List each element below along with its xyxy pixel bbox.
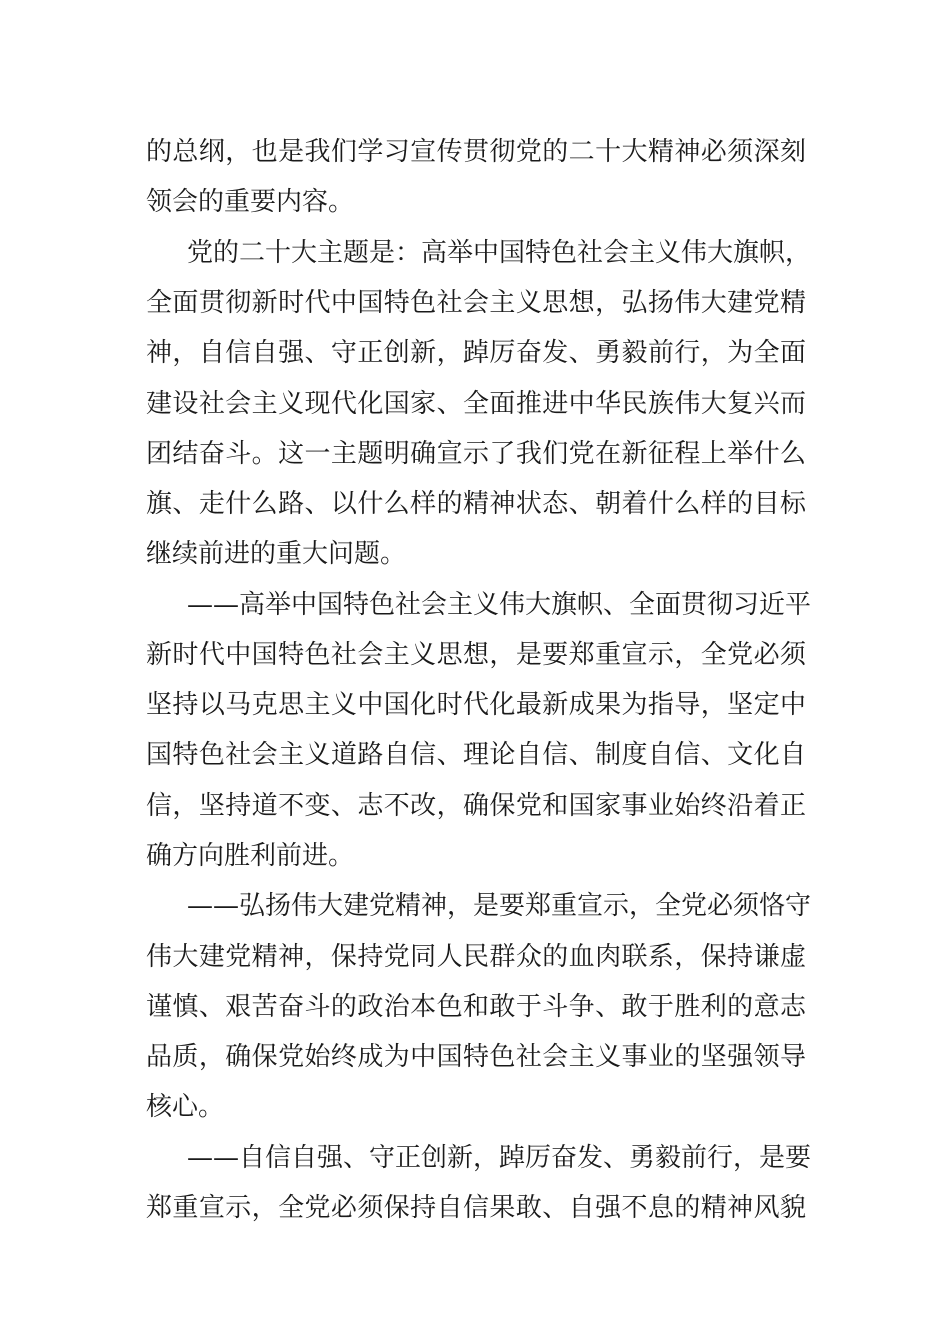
text-line bbox=[0, 380, 950, 428]
text-line-content: 品质，确保党始终成为中国特色社会主义事业的坚强领导 bbox=[146, 1042, 806, 1072]
text-line-content: 建设社会主义现代化国家、全面推进中华民族伟大复兴而 bbox=[146, 389, 806, 419]
text-line bbox=[0, 128, 950, 176]
text-line-content: 团结奋斗。这一主题明确宣示了我们党在新征程上举什么 bbox=[146, 439, 806, 469]
text-line bbox=[0, 329, 950, 377]
text-line-content: 伟大建党精神，保持党同人民群众的血肉联系，保持谦虚 bbox=[146, 942, 806, 972]
text-line bbox=[0, 530, 950, 578]
text-line bbox=[0, 1134, 950, 1182]
text-line bbox=[0, 1184, 950, 1232]
text-line bbox=[0, 1033, 950, 1081]
text-line-content: ——弘扬伟大建党精神，是要郑重宣示，全党必须恪守 bbox=[187, 891, 812, 921]
text-line bbox=[0, 1083, 950, 1131]
text-line-content: 新时代中国特色社会主义思想，是要郑重宣示，全党必须 bbox=[146, 640, 806, 670]
text-line bbox=[0, 782, 950, 830]
text-line bbox=[0, 983, 950, 1031]
text-line-content: 神，自信自强、守正创新，踔厉奋发、勇毅前行，为全面 bbox=[146, 338, 806, 368]
text-line bbox=[0, 581, 950, 629]
text-line bbox=[0, 480, 950, 528]
text-line-content: ——自信自强、守正创新，踔厉奋发、勇毅前行，是要 bbox=[187, 1143, 812, 1173]
text-line-content: 谨慎、艰苦奋斗的政治本色和敢于斗争、敢于胜利的意志 bbox=[146, 992, 806, 1022]
text-line bbox=[0, 882, 950, 930]
text-line bbox=[0, 178, 950, 226]
text-line bbox=[0, 279, 950, 327]
text-line-content: 领会的重要内容。 bbox=[146, 187, 355, 217]
text-line-content: 继续前进的重大问题。 bbox=[146, 539, 407, 569]
text-line-content: 核心。 bbox=[146, 1092, 225, 1122]
text-line-content: ——高举中国特色社会主义伟大旗帜、全面贯彻习近平 bbox=[187, 590, 812, 620]
text-line-content: 全面贯彻新时代中国特色社会主义思想，弘扬伟大建党精 bbox=[146, 288, 806, 318]
text-line-content: 坚持以马克思主义中国化时代化最新成果为指导，坚定中 bbox=[146, 690, 806, 720]
text-line-content: 国特色社会主义道路自信、理论自信、制度自信、文化自 bbox=[146, 740, 806, 770]
text-line bbox=[0, 933, 950, 981]
text-line-content: 确方向胜利前进。 bbox=[146, 841, 355, 871]
text-line-content: 信，坚持道不变、志不改，确保党和国家事业始终沿着正 bbox=[146, 791, 806, 821]
text-line-content: 旗、走什么路、以什么样的精神状态、朝着什么样的目标 bbox=[146, 489, 806, 519]
text-line-content: 的总纲，也是我们学习宣传贯彻党的二十大精神必须深刻 bbox=[146, 137, 806, 167]
text-line bbox=[0, 731, 950, 779]
text-line bbox=[0, 430, 950, 478]
text-line-content: 党的二十大主题是：高举中国特色社会主义伟大旗帜， bbox=[187, 238, 812, 268]
text-line bbox=[0, 681, 950, 729]
text-line bbox=[0, 229, 950, 277]
text-line bbox=[0, 631, 950, 679]
text-line bbox=[0, 832, 950, 880]
text-line-content: 郑重宣示，全党必须保持自信果敢、自强不息的精神风貌 bbox=[146, 1193, 806, 1223]
